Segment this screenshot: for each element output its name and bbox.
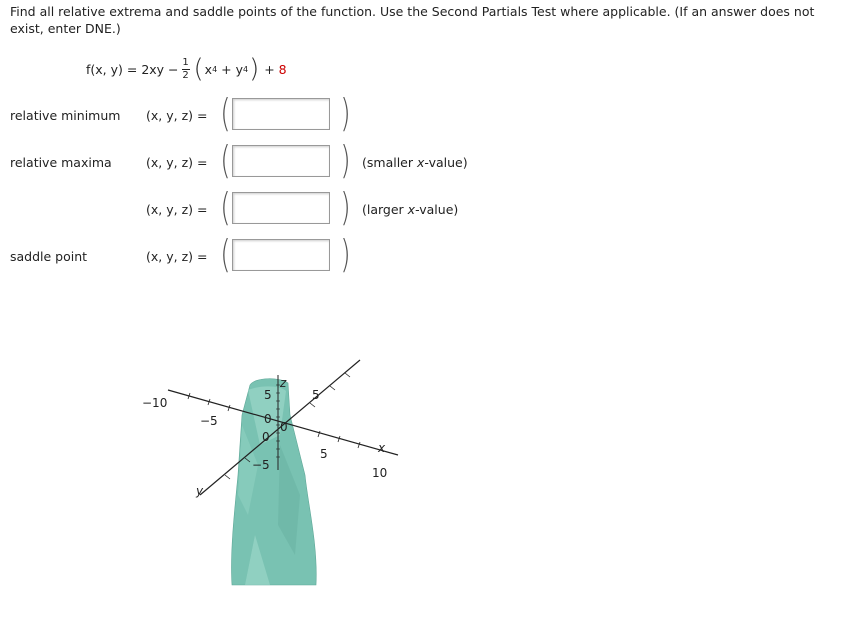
xyz-label: (x, y, z) = xyxy=(146,202,208,217)
y-term: y xyxy=(235,61,243,77)
hint-suffix: -value) xyxy=(415,202,459,217)
left-paren: ( xyxy=(220,138,231,182)
smaller-x-hint xyxy=(362,155,468,170)
left-paren: ( xyxy=(220,185,231,229)
tick-label-0-z: 0 xyxy=(264,412,272,426)
hint-prefix: (larger xyxy=(362,202,408,217)
x-exponent: 4 xyxy=(212,64,218,74)
relative-minimum-input[interactable] xyxy=(232,98,330,130)
y-axis-label: y xyxy=(196,484,204,498)
saddle-point-input[interactable] xyxy=(232,239,330,271)
function-formula xyxy=(86,52,287,86)
tick-label-neg5-z: −5 xyxy=(252,458,270,472)
surface-graph xyxy=(130,355,410,590)
tick-label-5-z: 5 xyxy=(264,388,272,402)
left-paren: ( xyxy=(220,232,231,276)
hint-variable: x xyxy=(416,155,425,170)
formula-plus-2: + xyxy=(260,61,279,77)
xyz-label: (x, y, z) = xyxy=(146,108,208,123)
tick-label-5-top: 5 xyxy=(312,388,320,402)
hint-prefix: (smaller xyxy=(362,155,417,170)
right-paren: ) xyxy=(340,185,351,229)
fraction-denominator: 2 xyxy=(182,69,189,81)
relative-maximum-2-input[interactable] xyxy=(232,192,330,224)
relative-maximum-1-input[interactable] xyxy=(232,145,330,177)
tick-label-10: 10 xyxy=(372,466,388,480)
half-fraction xyxy=(182,58,190,81)
hint-variable: x xyxy=(407,202,416,217)
formula-plus: + xyxy=(217,61,236,77)
right-paren: ) xyxy=(340,138,351,182)
open-paren: ( xyxy=(193,54,204,84)
left-paren: ( xyxy=(220,91,231,135)
right-paren: ) xyxy=(340,91,351,135)
x-term: x xyxy=(204,61,213,77)
hint-suffix: -value) xyxy=(424,155,468,170)
tick-label-neg10: −10 xyxy=(142,396,168,410)
relative-minimum-label: relative minimum xyxy=(10,108,121,123)
larger-x-hint xyxy=(362,202,458,217)
tick-label-5-x: 5 xyxy=(320,447,328,461)
x-axis-label: x xyxy=(378,441,386,455)
fraction-numerator: 1 xyxy=(182,56,189,68)
question-text: Find all relative extrema and saddle points of the function. Use the Second Partials Test where applicable. (If an answer does not exist, enter DNE.) xyxy=(10,4,815,36)
tick-label-neg5-x: −5 xyxy=(200,414,218,428)
formula-lhs: f(x, y) = 2xy − xyxy=(86,61,179,77)
xyz-label: (x, y, z) = xyxy=(146,249,208,264)
close-paren: ) xyxy=(249,54,260,84)
tick-label-0-x: 0 xyxy=(280,420,288,434)
saddle-point-label: saddle point xyxy=(10,249,88,264)
right-paren: ) xyxy=(340,232,351,276)
y-exponent: 4 xyxy=(243,64,249,74)
tick-label-0-y: 0 xyxy=(262,430,270,444)
xyz-label: (x, y, z) = xyxy=(146,155,208,170)
z-axis-label: z xyxy=(280,376,287,390)
formula-constant: 8 xyxy=(278,61,287,77)
relative-maxima-label: relative maxima xyxy=(10,155,112,170)
